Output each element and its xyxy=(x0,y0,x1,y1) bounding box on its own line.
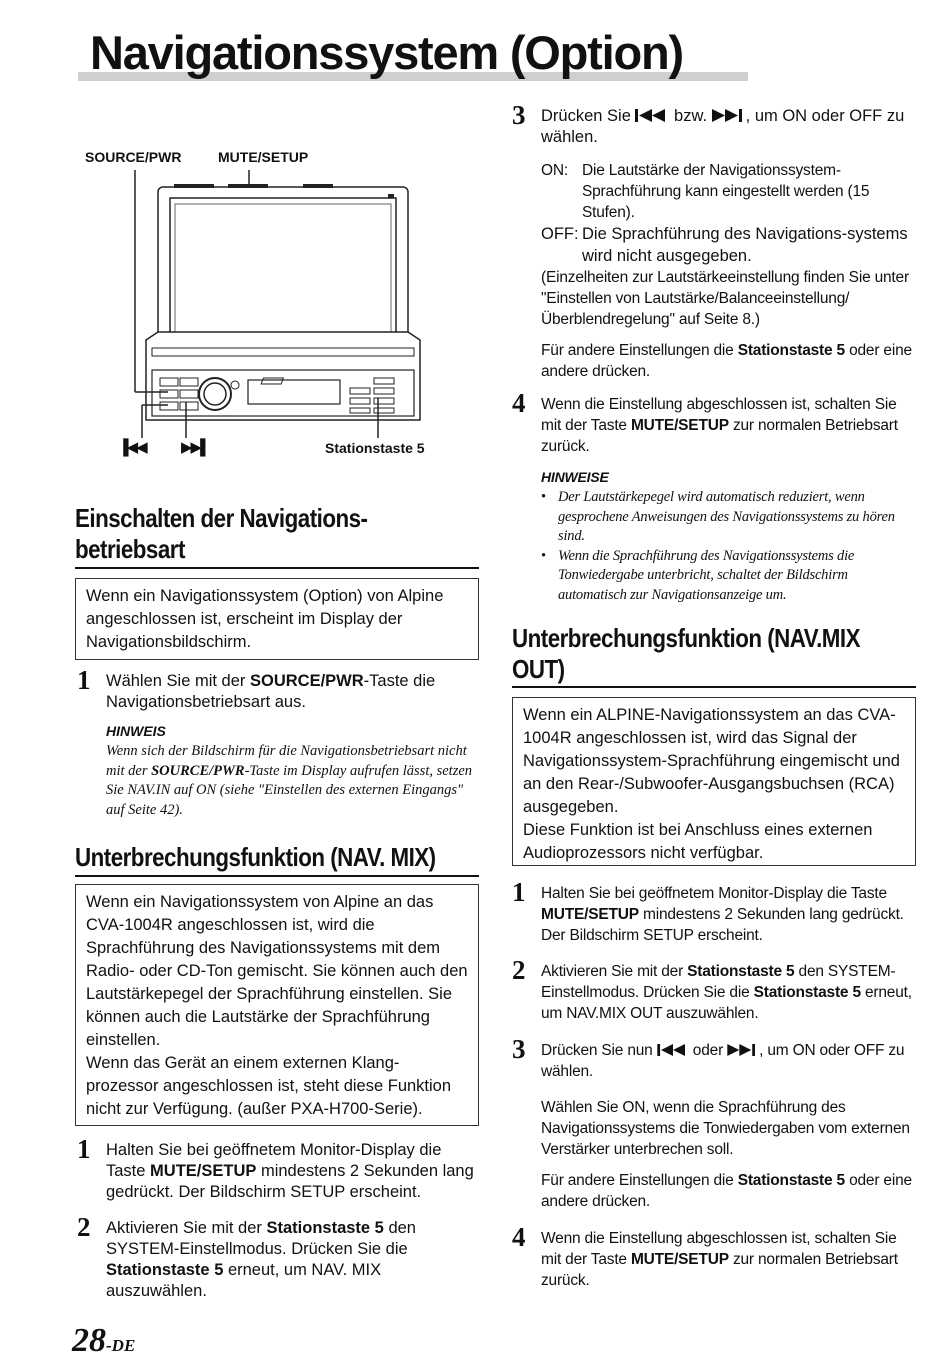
step-text: den SYSTEM-Einstellmodus. Drücken Sie die xyxy=(106,1219,416,1258)
key-name: MUTE/SETUP xyxy=(630,417,729,434)
figure-label-mute-setup: MUTE/SETUP xyxy=(218,149,309,165)
step-3-nav-mix-out xyxy=(512,1034,917,1212)
intro-box-nav-mode xyxy=(75,578,479,660)
step-number: 3 xyxy=(512,100,526,130)
page-number: 28 xyxy=(72,1322,106,1359)
step-number: 2 xyxy=(512,955,526,985)
heading-line-1: Unterbrechungsfunktion (NAV.MIX xyxy=(512,623,860,653)
figure-label-next: ▶▶▌ xyxy=(181,439,209,456)
hint-item: • Der Lautstärkepegel wird automatisch reduziert, wenn gesprochene Anweisungen des Navigationssystems zu hören sind. xyxy=(541,488,917,547)
step-text: zur normalen Betriebsart zurück. xyxy=(541,417,898,455)
key-name: MUTE/SETUP xyxy=(541,906,639,923)
step-text: Wählen Sie mit der xyxy=(106,672,250,690)
step-number: 1 xyxy=(512,877,526,907)
step-text: den SYSTEM-Einstellmodus. Drücken Sie die xyxy=(541,963,896,1001)
page-footer xyxy=(72,1322,135,1360)
step-text: erneut, um NAV.MIX OUT auszuwählen. xyxy=(541,984,912,1022)
key-name: Stationstaste 5 xyxy=(753,984,861,1001)
step-3-details xyxy=(541,160,916,382)
step-text: zur normalen Betriebsart zurück. xyxy=(541,1251,898,1289)
step-1-nav-mix xyxy=(77,1134,479,1203)
section-heading-nav-mix-out xyxy=(512,623,860,685)
step-2-nav-mix-out xyxy=(512,955,917,1024)
step-text: , um ON oder OFF zu wählen. xyxy=(541,107,905,146)
step-text: Wenn die Einstellung abgeschlossen ist, schalten Sie mit der Taste xyxy=(541,396,897,434)
previous-track-icon xyxy=(657,1044,689,1056)
step-1-nav-mode xyxy=(77,665,479,820)
step-text: erneut, um NAV. MIX auszuwählen. xyxy=(106,1261,382,1300)
hint-text: Wenn sich der Bildschirm für die Navigationsbetriebsart nicht mit der xyxy=(106,743,467,779)
option-off xyxy=(541,223,916,267)
step-text: Halten Sie bei geöffnetem Monitor-Display die Taste xyxy=(106,1141,442,1180)
step-4-nav-mix xyxy=(512,388,917,605)
key-name: SOURCE/PWR xyxy=(151,762,245,779)
key-name: Stationstaste 5 xyxy=(737,1172,845,1189)
key-name: MUTE/SETUP xyxy=(150,1162,257,1180)
page-title: Navigationssystem (Option) xyxy=(90,26,683,79)
step-number: 3 xyxy=(512,1034,526,1064)
page-language-suffix: -DE xyxy=(106,1336,136,1355)
hints-list xyxy=(541,488,917,605)
intro-text: Wenn ein ALPINE-Navigationssystem an das CVA-1004R angeschlossen ist, wird das Signal der Navigationssystem-Sprachführung eingemischt und an den Rear-/Subwoofer-Ausgangsbuchsen (RCA) ausgegeben. xyxy=(523,706,900,816)
heading-line-2: OUT) xyxy=(512,654,565,684)
figure-label-prev: ▐◀◀ xyxy=(118,439,146,456)
key-name: Stationstaste 5 xyxy=(106,1261,224,1279)
device-figure xyxy=(78,140,448,470)
figure-label-source-pwr: SOURCE/PWR xyxy=(85,149,182,165)
step-number: 1 xyxy=(77,1134,91,1164)
intro-box-nav-mix-out xyxy=(512,697,916,866)
step-number: 4 xyxy=(512,1222,526,1252)
step-number: 2 xyxy=(77,1212,91,1242)
note-text: oder eine andere drücken. xyxy=(541,342,912,380)
intro-text: Wenn ein Navigationssystem von Alpine an das CVA-1004R angeschlossen ist, wird die Sprachführung des Navigationssystems mit dem Radio- oder CD-Ton gemischt. Sie können auch den Lautstärkepegel der Sprachführung einstellen. Sie können auch die Lautstärke der Sprachführung einstellen. xyxy=(86,893,468,1049)
hint-item: • Wenn die Sprachführung des Navigationssystems die Tonwiedergabe unterbricht, schaltet der Bildschirm automatisch zur Navigationsanzeige um. xyxy=(541,547,917,606)
step-text: mindestens 2 Sekunden lang gedrückt. Der Bildschirm SETUP erscheint. xyxy=(541,906,904,944)
figure-label-station: Stationstaste 5 xyxy=(325,440,425,456)
other-settings-note xyxy=(541,340,916,382)
key-name: SOURCE/PWR xyxy=(249,672,364,690)
step-text: Drücken Sie xyxy=(541,107,636,125)
step-2-nav-mix xyxy=(77,1212,479,1302)
next-track-icon xyxy=(712,109,746,122)
hint-heading: HINWEIS xyxy=(106,723,166,739)
previous-track-icon xyxy=(635,109,669,122)
step-text: , um ON oder OFF zu wählen. xyxy=(541,1042,905,1080)
section-rule xyxy=(512,686,916,688)
key-name: MUTE/SETUP xyxy=(630,1251,729,1268)
note-text: Für andere Einstellungen die xyxy=(541,1172,738,1189)
hint-text: -Taste im Display aufrufen lässt, setzen Sie NAV.IN auf ON (siehe "Einstellen des externen Eingangs" auf Seite 42). xyxy=(106,762,473,818)
step-4-nav-mix-out xyxy=(512,1222,917,1291)
note-text: oder eine andere drücken. xyxy=(541,1172,912,1210)
heading-line-2: betriebsart xyxy=(75,534,185,564)
step-text: mindestens 2 Sekunden lang gedrückt. Der Bildschirm SETUP erscheint. xyxy=(106,1162,474,1201)
option-key: OFF: xyxy=(541,225,579,243)
step-3-nav-mix xyxy=(512,100,917,148)
next-track-icon xyxy=(727,1044,759,1056)
note-text: Für andere Einstellungen die xyxy=(541,342,738,359)
hint-body xyxy=(106,742,479,820)
key-name: Stationstaste 5 xyxy=(737,342,845,359)
key-name: Stationstaste 5 xyxy=(687,963,795,980)
step-text: bzw. xyxy=(669,107,712,125)
step-number: 1 xyxy=(77,665,91,695)
head-unit-illustration xyxy=(78,140,448,440)
intro-text: Wenn das Gerät an einem externen Klang-prozessor angeschlossen ist, steht diese Funktion nicht zur Verfügung. (außer PXA-H700-Serie). xyxy=(86,1054,452,1118)
step-1-nav-mix-out xyxy=(512,877,917,946)
hints-heading: HINWEISE xyxy=(541,469,609,485)
step-text: Aktivieren Sie mit der xyxy=(541,963,688,980)
step-text: -Taste die Navigationsbetriebsart aus. xyxy=(106,672,436,711)
option-text: Die Sprachführung des Navigations-systems wird nicht ausgegeben. xyxy=(582,225,908,265)
key-name: Stationstaste 5 xyxy=(266,1219,384,1237)
option-text: Die Lautstärke der Navigationssystem-Sprachführung kann eingestellt werden (15 Stufen). xyxy=(582,162,870,221)
step-text: Aktivieren Sie mit der xyxy=(106,1219,267,1237)
other-settings-note xyxy=(541,1170,917,1212)
step-text: Drücken Sie nun xyxy=(541,1042,657,1059)
heading-line-1: Einschalten der Navigations- xyxy=(75,503,368,533)
intro-text: Wenn ein Navigationssystem (Option) von Alpine angeschlossen ist, erscheint im Display der Navigationsbildschirm. xyxy=(86,587,444,651)
section-heading-nav-mix: Unterbrechungsfunktion (NAV. MIX) xyxy=(75,842,436,872)
intro-text: Diese Funktion ist bei Anschluss eines externen Audioprozessors nicht verfügbar. xyxy=(523,821,873,862)
step-number: 4 xyxy=(512,388,526,418)
option-on xyxy=(541,160,916,223)
option-key: ON: xyxy=(541,162,568,179)
section-heading-nav-mode xyxy=(75,503,367,565)
step-text: Halten Sie bei geöffnetem Monitor-Display die Taste xyxy=(541,885,887,902)
step-text: Wenn die Einstellung abgeschlossen ist, schalten Sie mit der Taste xyxy=(541,1230,897,1268)
step-explanation: Wählen Sie ON, wenn die Sprachführung des Navigationssystems die Tonwiedergaben vom externen Verstärker unterbrechen soll. xyxy=(541,1099,910,1158)
section-rule xyxy=(75,567,479,569)
reference-note: (Einzelheiten zur Lautstärkeeinstellung finden Sie unter "Einstellen von Lautstärke/Balanceeinstellung/ Überblendregelung" auf Seite 8.) xyxy=(541,269,909,328)
section-rule xyxy=(75,875,479,877)
intro-box-nav-mix xyxy=(75,884,479,1126)
step-text: oder xyxy=(688,1042,728,1059)
